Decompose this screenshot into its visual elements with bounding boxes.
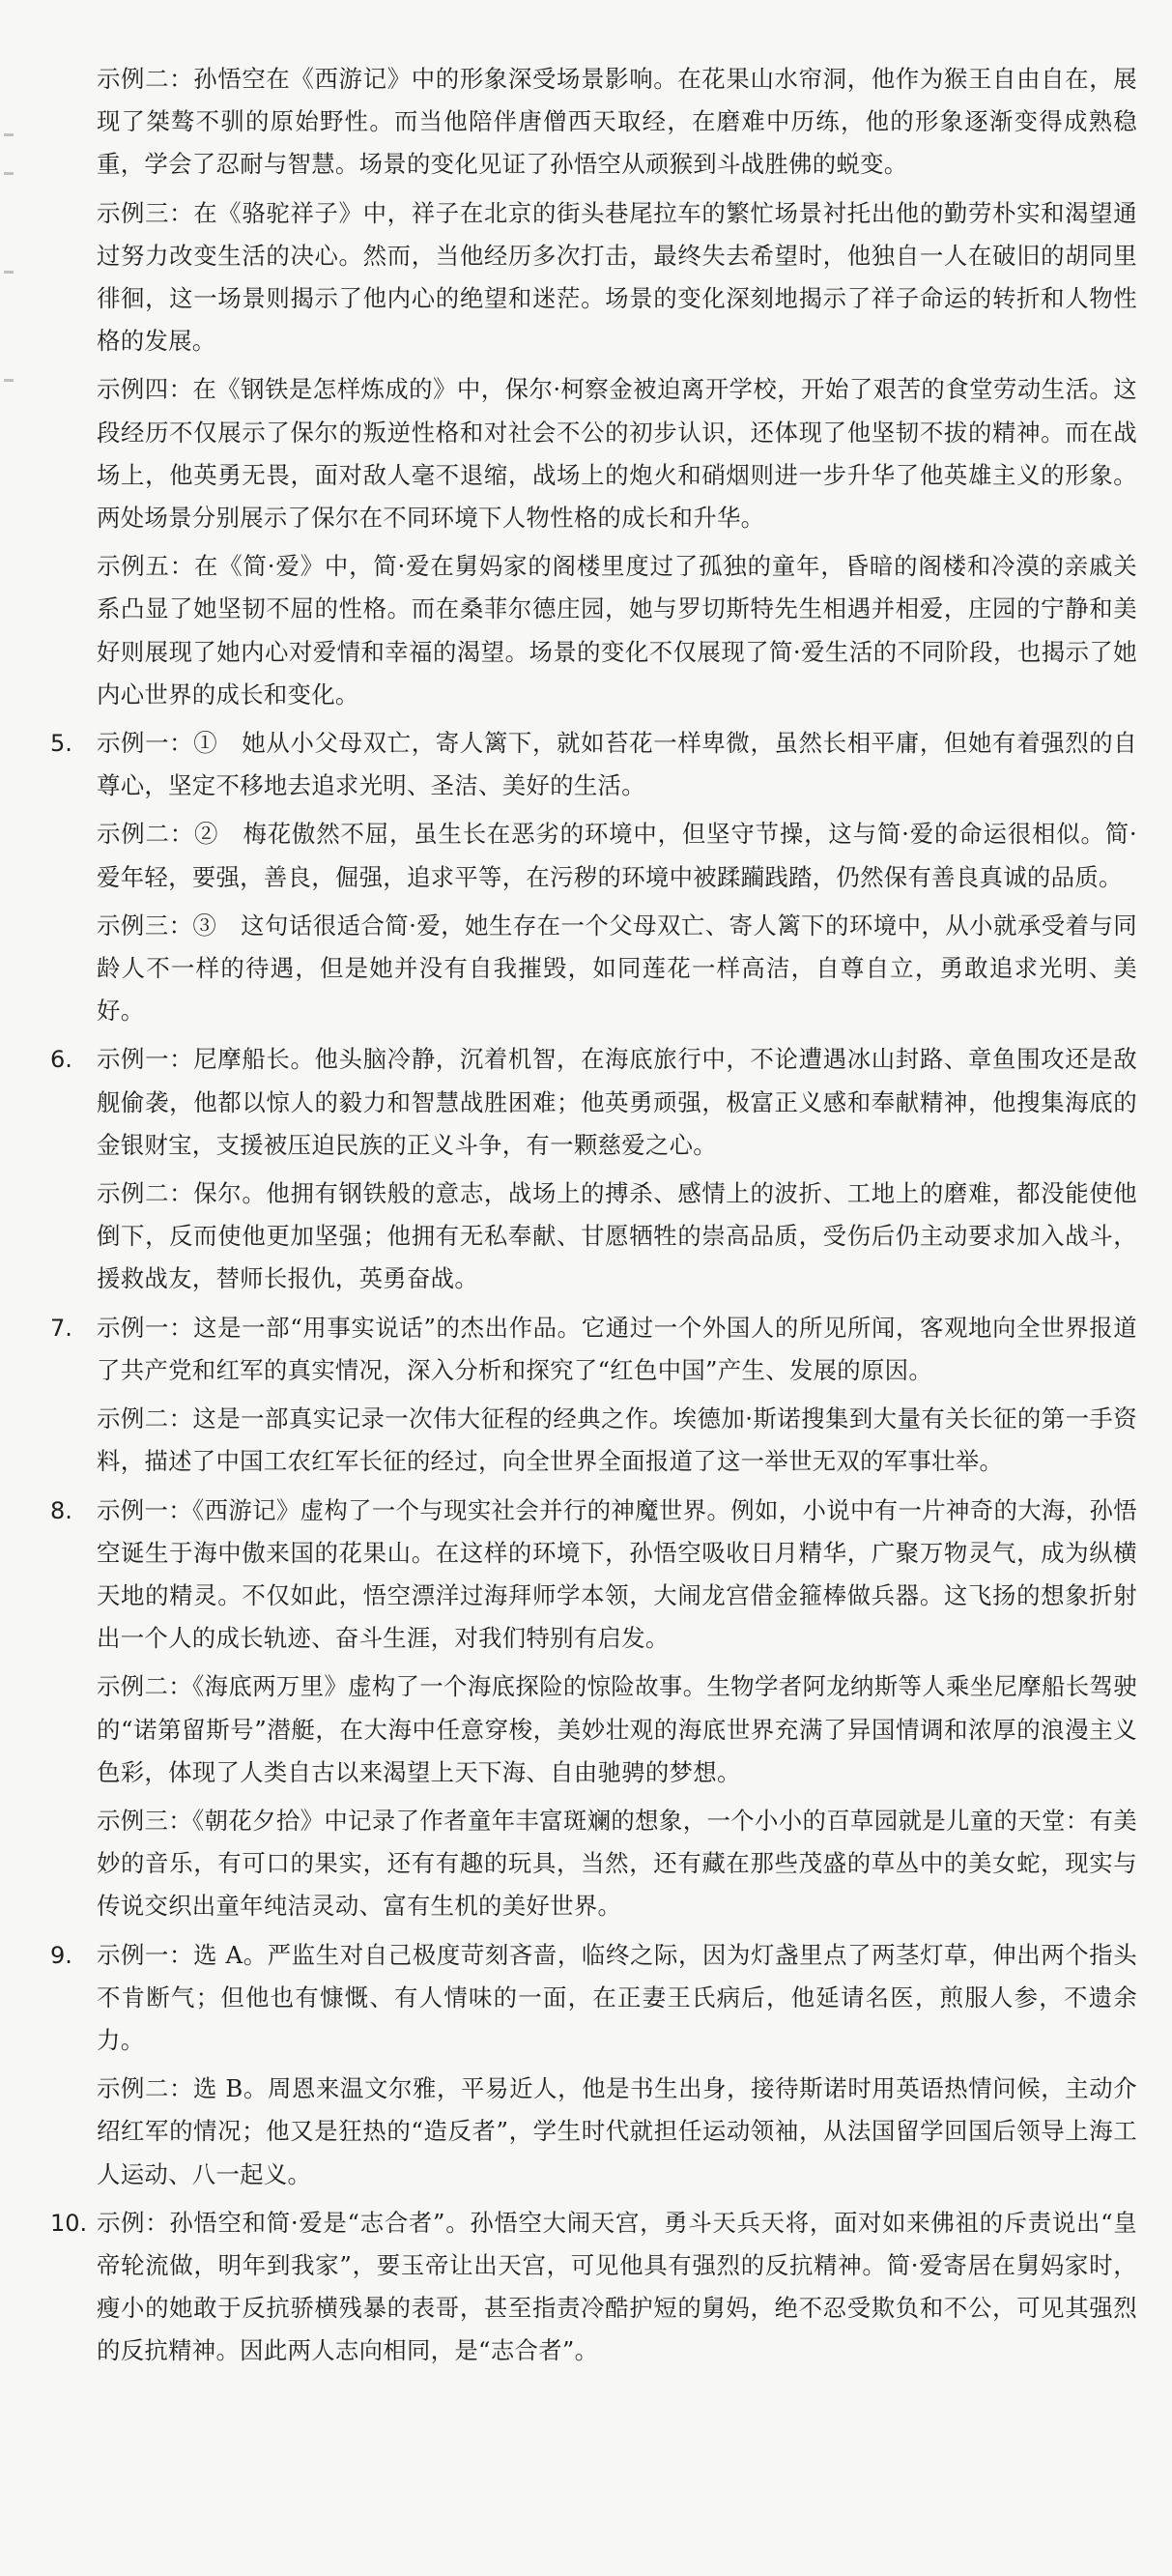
answer-item-7 [50, 1307, 1137, 1484]
item-number: 7. [50, 1314, 72, 1342]
paragraph-example-5: 示例五：在《简·爱》中，简·爱在舅妈家的阁楼里度过了孤独的童年，昏暗的阁楼和冷漠的亲戚关系凸显了她坚韧不屈的性格。而在桑菲尔德庄园，她与罗切斯特先生相遇并相爱，庄园的宁静和美好则展现了她内心对爱情和幸福的渴望。场景的变化不仅展现了简·爱生活的不同阶段，也揭示了她内心世界的成长和变化。 [97, 552, 1137, 709]
page-edge-mark [4, 271, 14, 274]
item-number: 8. [50, 1496, 72, 1524]
paragraph: 示例一：这是一部“用事实说话”的杰出作品。它通过一个外国人的所见所闻，客观地向全世界报道了共产党和红军的真实情况，深入分析和探究了“红色中国”产生、发展的原因。 [97, 1313, 1137, 1384]
paragraph: 示例二：《海底两万里》虚构了一个海底探险的惊险故事。生物学者阿龙纳斯等人乘坐尼摩船长驾驶的“诺第留斯号”潜艇，在大海中任意穿梭，美妙壮观的海底世界充满了异国情调和浓厚的浪漫主义色彩，体现了人类自古以来渴望上天下海、自由驰骋的梦想。 [97, 1672, 1137, 1786]
answer-item-10 [50, 2202, 1137, 2373]
paragraph: 示例二：选 B。周恩来温文尔雅，平易近人，他是书生出身，接待斯诺时用英语热情问候，主动介绍红军的情况；他又是狂热的“造反者”，学生时代就担任运动领袖，从法国留学回国后领导上海工人运动、八一起义。 [97, 2074, 1137, 2188]
paragraph: 示例二：② 梅花傲然不屈，虽生长在恶劣的环境中，但坚守节操，这与简·爱的命运很相似。简·爱年轻，要强，善良，倔强，追求平等，在污秽的环境中被蹂躏践踏，仍然保有善良真诚的品质。 [97, 820, 1137, 891]
page-edge-mark [4, 379, 14, 382]
answer-item-9 [50, 1934, 1137, 2196]
answer-content [50, 58, 1137, 2379]
paragraph-example-3: 示例三：在《骆驼祥子》中，祥子在北京的街头巷尾拉车的繁忙场景衬托出他的勤劳朴实和渴望通过努力改变生活的决心。然而，当他经历多次打击，最终失去希望时，他独自一人在破旧的胡同里徘徊，这一场景则揭示了他内心的绝望和迷茫。场景的变化深刻地揭示了祥子命运的转折和人物性格的发展。 [97, 198, 1137, 356]
paragraph: 示例一：① 她从小父母双亡，寄人篱下，就如苔花一样卑微，虽然长相平庸，但她有着强烈的自尊心，坚定不移地去追求光明、圣洁、美好的生活。 [97, 729, 1137, 800]
paragraph: 示例一：选 A。严监生对自己极度苛刻吝啬，临终之际，因为灯盏里点了两茎灯草，伸出两个指头不肯断气；但他也有慷慨、有人情味的一面，在正妻王氏病后，他延请名医，煎服人参，不遗余力。 [97, 1940, 1137, 2054]
paragraph: 示例二：保尔。他拥有钢铁般的意志，战场上的搏杀、感情上的波折、工地上的磨难，都没能使他倒下，反而使他更加坚强；他拥有无私奉献、甘愿牺牲的崇高品质，受伤后仍主动要求加入战斗，援救战友，替师长报仇，英勇奋战。 [97, 1179, 1137, 1293]
paragraph-example-4: 示例四：在《钢铁是怎样炼成的》中，保尔·柯察金被迫离开学校，开始了艰苦的食堂劳动生活。这段经历不仅展示了保尔的叛逆性格和对社会不公的初步认识，还体现了他坚韧不拔的精神。而在战场上，他英勇无畏，面对敌人毫不退缩，战场上的炮火和硝烟则进一步升华了他英雄主义的形象。两处场景分别展示了保尔在不同环境下人物性格的成长和升华。 [97, 375, 1137, 533]
item-number: 6. [50, 1046, 72, 1074]
paragraph: 示例一：《西游记》虚构了一个与现实社会并行的神魔世界。例如，小说中有一片神奇的大海，孙悟空诞生于海中傲来国的花果山。在这样的环境下，孙悟空吸收日月精华，广聚万物灵气，成为纵横天地的精灵。不仅如此，悟空漂洋过海拜师学本领，大闹龙宫借金箍棒做兵器。这飞扬的想象折射出一个人的成长轨迹、奋斗生涯，对我们特别有启发。 [97, 1495, 1137, 1653]
answer-item-8 [50, 1490, 1137, 1928]
paragraph: 示例：孙悟空和简·爱是“志合者”。孙悟空大闹天宫，勇斗天兵天将，面对如来佛祖的斥责说出“皇帝轮流做，明年到我家”，要玉帝让出天宫，可见他具有强烈的反抗精神。简·爱寄居在舅妈家时，瘦小的她敢于反抗骄横残暴的表哥，甚至指责冷酷护短的舅妈，绝不忍受欺负和不公，可见其强烈的反抗精神。因此两人志向相同，是“志合者”。 [97, 2208, 1137, 2365]
item-number: 9. [50, 1941, 72, 1969]
paragraph: 示例三：《朝花夕拾》中记录了作者童年丰富斑斓的想象，一个小小的百草园就是儿童的天堂：有美妙的音乐，有可口的果实，还有有趣的玩具，当然，还有藏在那些茂盛的草丛中的美女蛇，现实与传说交织出童年纯洁灵动、富有生机的美好世界。 [97, 1806, 1137, 1921]
item-number: 5. [50, 730, 72, 758]
answer-item-6 [50, 1038, 1137, 1300]
answer-item-5 [50, 722, 1137, 1032]
paragraph: 示例三：③ 这句话很适合简·爱，她生存在一个父母双亡、寄人篱下的环境中，从小就承受着与同龄人不一样的待遇，但是她并没有自我摧毁，如同莲花一样高洁，自尊自立，勇敢追求光明、美好。 [97, 911, 1137, 1026]
item-number: 10. [50, 2209, 88, 2237]
paragraph: 示例二：这是一部真实记录一次伟大征程的经典之作。埃德加·斯诺搜集到大量有关长征的第一手资料，描述了中国工农红军长征的经过，向全世界全面报道了这一举世无双的军事壮举。 [97, 1404, 1137, 1476]
page-edge-mark [4, 172, 14, 175]
paragraph-example-2: 示例二：孙悟空在《西游记》中的形象深受场景影响。在花果山水帘洞，他作为猴王自由自在，展现了桀骜不驯的原始野性。而当他陪伴唐僧西天取经，在磨难中历练，他的形象逐渐变得成熟稳重，学会了忍耐与智慧。场景的变化见证了孙悟空从顽猴到斗战胜佛的蜕变。 [97, 65, 1137, 179]
page-edge-mark [4, 133, 14, 136]
paragraph: 示例一：尼摩船长。他头脑冷静，沉着机智，在海底旅行中，不论遭遇冰山封路、章鱼围攻还是敌舰偷袭，他都以惊人的毅力和智慧战胜困难；他英勇顽强，极富正义感和奉献精神，他搜集海底的金银财宝，支援被压迫民族的正义斗争，有一颗慈爱之心。 [97, 1045, 1137, 1159]
